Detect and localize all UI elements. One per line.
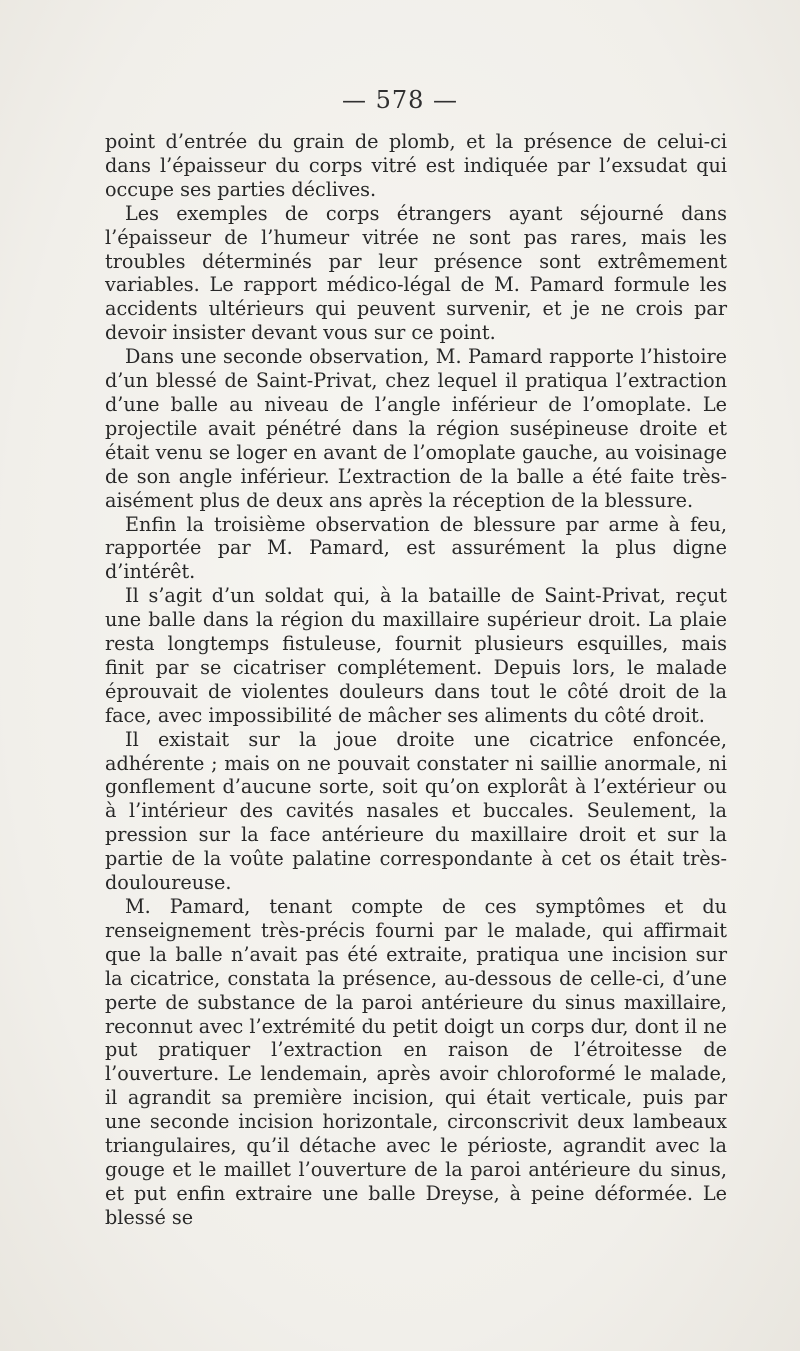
paragraph: Il existait sur la joue droite une cicatrice enfoncée, adhérente ; mais on ne pouvait constater ni saillie anormale, ni gonflement d’aucune sorte, soit qu’on explorât à l’extérieur ou à l’intérieur des cavités nasales et buccales. Seulement, la pression sur la face antérieure du maxillaire droit et sur la partie de la voûte palatine correspondante à cet os était très-douloureuse. [105, 727, 727, 895]
paragraph: M. Pamard, tenant compte de ces symptômes et du renseignement très-précis fourni par le malade, qui affirmait que la balle n’avait pas été extraite, pratiqua une incision sur la cicatrice, constata la présence, au-dessous de celle-ci, d’une perte de substance de la paroi antérieure du sinus maxillaire, reconnut avec l’extrémité du petit doigt un corps dur, dont il ne put pratiquer l’extraction en raison de l’étroitesse de l’ouverture. Le lendemain, après avoir chloroformé le malade, il agrandit sa première incision, qui était verticale, puis par une seconde incision horizontale, circonscrivit deux lambeaux triangulaires, qu’il détache avec le périoste, agrandit avec la gouge et le maillet l’ouverture de la paroi antérieure du sinus, et put enfin extraire une balle Dreyse, à peine déformée. Le blessé se [105, 895, 727, 1229]
page-number: — 578 — [341, 86, 459, 114]
body-text [105, 130, 727, 1230]
paragraph: Enfin la troisième observation de blessure par arme à feu, rapportée par M. Pamard, est assurément la plus digne d’intérêt. [105, 512, 727, 584]
paragraph: Dans une seconde observation, M. Pamard rapporte l’histoire d’un blessé de Saint-Privat, chez lequel il pratiqua l’extraction d’une balle au niveau de l’angle inférieur de l’omoplate. Le projectile avait pénétré dans la région susépineuse droite et était venu se loger en avant de l’omoplate gauche, au voisinage de son angle inférieur. L’extraction de la balle a été faite très-aisément plus de deux ans après la réception de la blessure. [105, 345, 727, 512]
paragraph: Il s’agit d’un soldat qui, à la bataille de Saint-Privat, reçut une balle dans la région du maxillaire supérieur droit. La plaie resta longtemps fistuleuse, fournit plusieurs esquilles, mais finit par se cicatriser complétement. Depuis lors, le malade éprouvait de violentes douleurs dans tout le côté droit de la face, avec impossibilité de mâcher ses aliments du côté droit. [105, 584, 727, 727]
paragraph: Les exemples de corps étrangers ayant séjourné dans l’épaisseur de l’humeur vitrée ne sont pas rares, mais les troubles déterminés par leur présence sont extrêmement variables. Le rapport médico-légal de M. Pamard formule les accidents ultérieurs qui peuvent survenir, et je ne crois par devoir insister devant vous sur ce point. [105, 201, 727, 345]
paragraph-continuation: point d’entrée du grain de plomb, et la présence de celui-ci dans l’épaisseur du corps vitré est indiquée par l’exsudat qui occupe ses parties déclives. [105, 130, 727, 201]
